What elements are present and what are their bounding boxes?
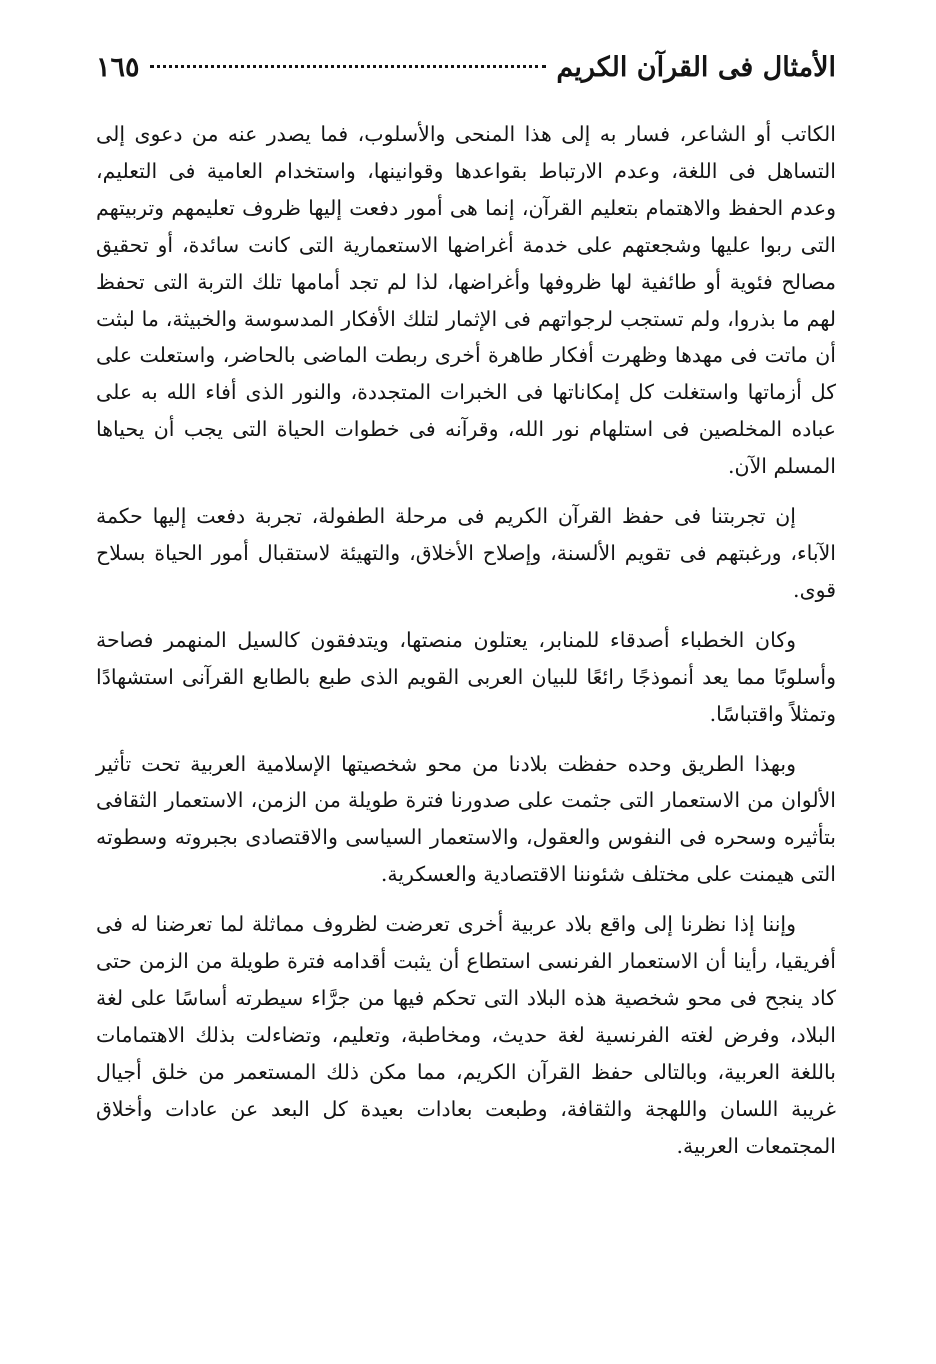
paragraph-4: وبهذا الطريق وحده حفظت بلادنا من محو شخصيتها الإسلامية العربية تحت تأثير الألوان من الاستعمار التى جثمت على صدورنا فترة طويلة من الزمن، الاستعمار الثقافى بتأثيره وسحره فى النفوس والعقول، والاستعمار السياسى والاقتصادى بجبروته وسطوته التى هيمنت على مختلف شئوننا الاقتصادية والعسكرية. [96, 751, 836, 887]
paragraph-3: وكان الخطباء أصدقاء للمنابر، يعتلون منصتها، ويتدفقون كالسيل المنهمر فصاحة وأسلوبًا مما يعد أنموذجًا رائعًا للبيان العربى القويم الذى طبع بالطابع القرآنى استشهادًا وتمثلاً واقتباسًا. [96, 627, 836, 726]
paragraph-5: وإننا إذا نظرنا إلى واقع بلاد عربية أخرى تعرضت لظروف مماثلة لما تعرضنا له فى أفريقيا، رأينا أن الاستعمار الفرنسى استطاع أن يثبت أقدامه فترة طويلة من الزمن حتى كاد ينجح فى محو شخصية هذه البلاد التى تحكم فيها من جرَّاء سيطرته أساسًا على لغة البلاد، وفرض لغته الفرنسية لغة حديث، ومخاطبة، وتعليم، وتضاءلت بذلك الاهتمامات باللغة العربية، وبالتالى حفظ القرآن الكريم، مما مكن ذلك المستعمر من خلق أجيال غريبة اللسان واللهجة والثقافة، وطبعت بعادات بعيدة كل البعد عن عادات وأخلاق المجتمعات العربية. [96, 912, 836, 1158]
header-dotted-leader [150, 65, 547, 68]
header-title: الأمثال فى القرآن الكريم [556, 52, 836, 83]
paragraph-2: إن تجربتنا فى حفظ القرآن الكريم فى مرحلة الطفولة، تجربة دفعت إليها حكمة الآباء، ورغبتهم فى تقويم الألسنة، وإصلاح الأخلاق، والتهيئة لاستقبال أمور الحياة بسلاح قوى. [96, 504, 836, 602]
page-number: ١٦٥ [96, 52, 140, 83]
body-text [96, 116, 836, 1164]
running-header [96, 52, 836, 102]
paragraph-1: الكاتب أو الشاعر، فسار به إلى هذا المنحى والأسلوب، فما يصدر عنه من دعوى إلى التساهل فى اللغة، وعدم الارتباط بقواعدها وقوانينها، واستخدام العامية فى التعليم، وعدم الحفظ والاهتمام بتعليم القرآن، إنما هى أمور دفعت إليها ظروف تعليمهم وتربيتهم التى ربوا عليها وشجعتهم على خدمة أغراضها الاستعمارية التى كانت سائدة، أو تحقيق مصالح فئوية أو طائفية لها ظروفها وأغراضها، لذا لم تجد أمامها تلك التربة التى تحفظ لهم ما بذروا، ولم تستجب لرجواتهم فى الإثمار لتلك الأفكار المدسوسة والخبيثة، ما لبثت أن ماتت فى مهدها وظهرت أفكار طاهرة أخرى ربطت الماضى بالحاضر، واستعلت على كل أزماتها واستغلت كل إمكاناتها فى الخبرات المتجددة، والنور الذى أفاء الله به على عباده المخلصين فى استلهام نور الله، وقرآنه فى خطوات الحياة التى يجب أن يحياها المسلم الآن. [96, 122, 836, 479]
book-page [96, 52, 836, 1177]
